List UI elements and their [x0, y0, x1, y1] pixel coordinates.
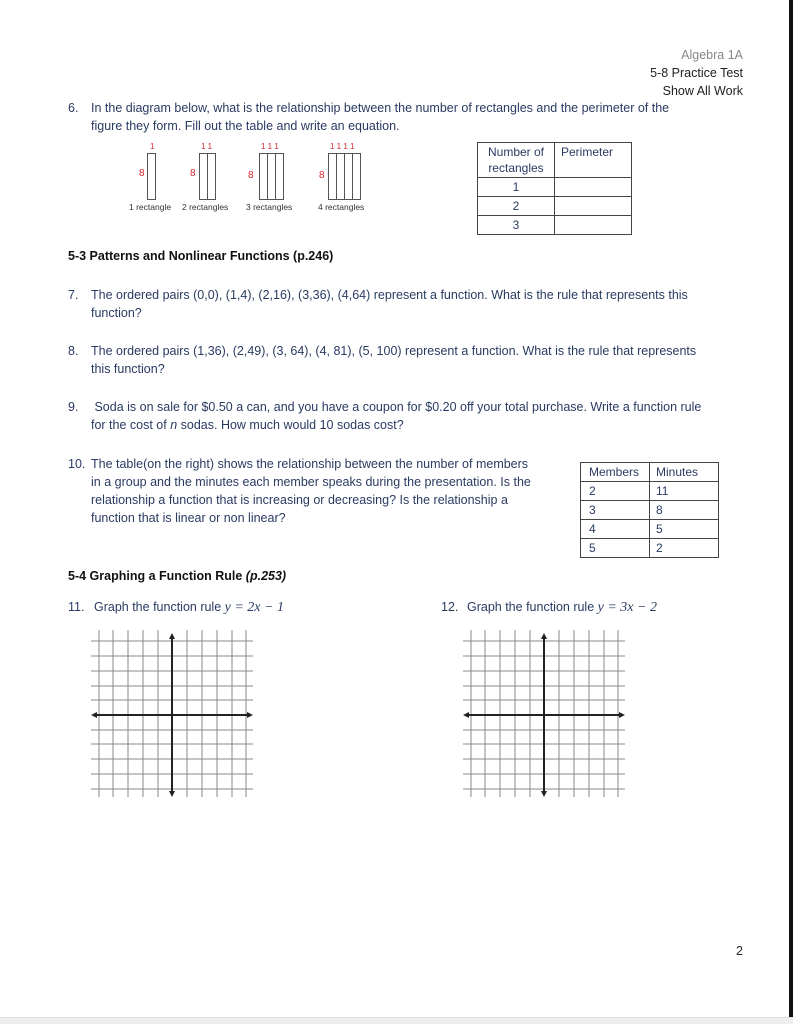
window-edge — [789, 0, 793, 1024]
header-cell: Number of rectangles — [478, 143, 555, 178]
rectangle-shape — [275, 153, 284, 200]
text-span: sodas. How much would 10 sodas cost? — [177, 418, 404, 432]
test-title: 5-8 Practice Test — [650, 66, 743, 80]
instruction-text: Show All Work — [662, 84, 743, 98]
section-title: 5-4 Graphing a Function Rule — [68, 569, 246, 583]
table-cell: 2 — [478, 197, 555, 216]
coordinate-grid-q11[interactable] — [85, 625, 265, 805]
page-bottom-edge — [0, 1017, 793, 1024]
question-text: The ordered pairs (0,0), (1,4), (2,16), (3,36), (4,64) represent a function. What is the rule that represents this — [91, 288, 688, 302]
header-cell: Members — [581, 463, 650, 482]
table-row — [581, 539, 719, 558]
height-label: 8 — [190, 168, 196, 179]
width-label: 1 1 1 1 — [330, 142, 355, 151]
question-7 — [68, 286, 688, 322]
rectangles-diagram — [125, 140, 385, 215]
perimeter-answer-cell[interactable] — [555, 178, 632, 197]
width-label: 1 1 — [201, 142, 213, 151]
table-row — [478, 178, 632, 197]
question-number: 8. — [68, 344, 79, 358]
table-row — [478, 216, 632, 235]
question-text-cont: figure they form. Fill out the table and write an equation. — [91, 119, 400, 133]
question-6 — [68, 99, 669, 135]
header-cell: Minutes — [650, 463, 719, 482]
question-text-cont: function? — [91, 306, 142, 320]
equation: y = 2x − 1 — [224, 600, 284, 615]
rectangle-shape — [147, 153, 156, 200]
table-row — [581, 520, 719, 539]
coordinate-grid-q12[interactable] — [457, 625, 637, 805]
question-text: In the diagram below, what is the relationship between the number of rectangles and the perimeter of the — [91, 101, 670, 115]
course-name: Algebra 1A — [681, 48, 743, 62]
question-11 — [68, 598, 284, 617]
header-cell: Perimeter — [555, 143, 632, 178]
figure-caption: 2 rectangles — [182, 202, 229, 212]
question-number: 6. — [68, 101, 79, 115]
table-row — [478, 197, 632, 216]
page-header — [650, 46, 743, 100]
question-8 — [68, 342, 696, 378]
question-number: 10. — [68, 457, 86, 471]
question-text: Graph the function rule — [467, 600, 598, 614]
table-cell: 4 — [581, 520, 650, 539]
table-cell: 5 — [581, 539, 650, 558]
table-cell: 5 — [650, 520, 719, 539]
question-text: Soda is on sale for $0.50 a can, and you have a coupon for $0.20 off your total purchase. Write a function rule — [91, 400, 702, 414]
variable-n: n — [170, 418, 178, 432]
question-10 — [68, 455, 531, 527]
table-cell: 1 — [478, 178, 555, 197]
table-cell: 2 — [650, 539, 719, 558]
section-heading-5-3: 5-3 Patterns and Nonlinear Functions (p.246) — [68, 249, 334, 263]
question-number: 9. — [68, 400, 79, 414]
question-text: The ordered pairs (1,36), (2,49), (3, 64), (4, 81), (5, 100) represent a function. What is the rule that represents — [91, 344, 697, 358]
section-heading-5-4 — [68, 569, 286, 583]
question-12 — [441, 598, 657, 617]
table-cell: 11 — [650, 482, 719, 501]
page-number: 2 — [736, 944, 743, 958]
members-minutes-table — [580, 462, 719, 558]
table-cell: 2 — [581, 482, 650, 501]
question-text-cont: function that is linear or non linear? — [91, 511, 286, 525]
question-text: The table(on the right) shows the relationship between the number of members — [91, 457, 529, 471]
equation: y = 3x − 2 — [597, 600, 657, 615]
table-header-row — [581, 463, 719, 482]
table-header-row — [478, 143, 632, 178]
width-label: 1 — [150, 142, 155, 151]
question-number: 11. — [68, 600, 85, 614]
figure-caption: 1 rectangle — [129, 202, 172, 212]
rectangle-shape — [352, 153, 361, 200]
table-row — [581, 482, 719, 501]
section-page-ref: (p.253) — [245, 569, 287, 583]
perimeter-table — [477, 142, 632, 235]
table-row — [581, 501, 719, 520]
question-text-cont: this function? — [91, 362, 165, 376]
rectangle-shape — [207, 153, 216, 200]
question-text-cont: relationship a function that is increasing or decreasing? Is the relationship a — [91, 493, 508, 507]
figure-caption: 3 rectangles — [246, 202, 293, 212]
question-number: 7. — [68, 288, 79, 302]
height-label: 8 — [139, 168, 145, 179]
question-text-cont: in a group and the minutes each member speaks during the presentation. Is the — [91, 475, 531, 489]
height-label: 8 — [248, 170, 254, 181]
figure-caption: 4 rectangles — [318, 202, 365, 212]
perimeter-answer-cell[interactable] — [555, 197, 632, 216]
question-text: Graph the function rule — [94, 600, 225, 614]
width-label: 1 1 1 — [261, 142, 279, 151]
table-cell: 3 — [581, 501, 650, 520]
height-label: 8 — [319, 170, 325, 181]
table-cell: 8 — [650, 501, 719, 520]
perimeter-answer-cell[interactable] — [555, 216, 632, 235]
question-9 — [68, 398, 701, 434]
question-text-cont — [68, 416, 701, 434]
text-span: for the cost of — [91, 418, 171, 432]
question-number: 12. — [441, 600, 459, 614]
table-cell: 3 — [478, 216, 555, 235]
